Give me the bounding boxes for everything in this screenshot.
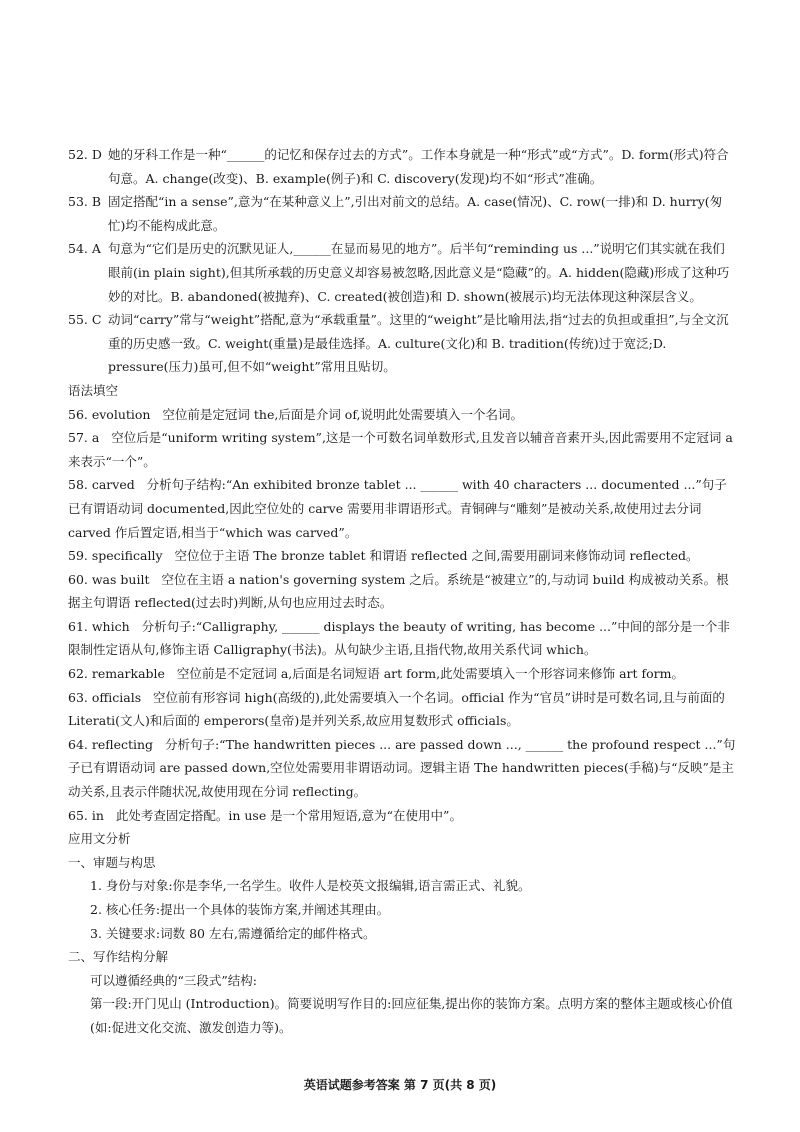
page-footer: 英语试题参考答案 第 7 页(共 8 页) <box>303 1078 497 1092</box>
answer-explanation: 空位前有形容词 high(高级的),此处需要填入一个名词。official 作为“官员”讲时是可数名词,且与前面的 Literati(文人)和后面的 emperors(皇帝)是并列关系,故应用复数形式 officials。 <box>68 689 725 729</box>
section-1-title: 一、审题与构思 <box>68 854 156 870</box>
answer-number: 53. B <box>68 194 102 210</box>
answer-number: 57. a <box>68 430 100 446</box>
section-1-point-1: 1. 身份与对象:你是李华,一名学生。收件人是校英文报编辑,语言需正式、礼貌。 <box>90 878 531 894</box>
section-2-title: 二、写作结构分解 <box>68 949 169 965</box>
answer-number: 52. D <box>68 147 102 162</box>
answer-explanation: 句意为“它们是历史的沉默见证人,______在显而易见的地方”。后半句“reminding us ...”说明它们其实就在我们眼前(in plain sight),但其所承载的历史意义却容易被忽略,因此意义是“隐藏”的。A. hidden(隐藏)形成了这种巧妙的对比。B. abandoned(被抛弃)、C. created(被创造)和 D. shown(被展示)均无法体现这种深层含义。 <box>108 241 730 304</box>
answer-number: 63. officials <box>68 689 142 705</box>
answer-explanation: 空位后是“uniform writing system”,这是一个可数名词单数形式,且发音以辅音音素开头,因此需要用不定冠词 a 来表示“一个”。 <box>68 430 733 469</box>
answer-content <box>68 143 736 1040</box>
section-1-point-2: 2. 核心任务:提出一个具体的装饰方案,并阐述其理由。 <box>90 902 390 917</box>
answer-item-60 <box>68 568 736 615</box>
answer-explanation: 固定搭配“in a sense”,意为“在某种意义上”,引出对前文的总结。A. case(情况)、C. row(一排)和 D. hurry(匆忙)均不能构成此意。 <box>108 194 723 233</box>
answer-explanation: 她的牙科工作是一种“______的记忆和保存过去的方式”。工作本身就是一种“形式”或“方式”。D. form(形式)符合句意。A. change(改变)、B. example(例子)和 C. discovery(发现)均不如“形式”准确。 <box>108 147 729 186</box>
answer-number: 56. evolution <box>68 406 151 422</box>
answer-number: 64. reflecting <box>68 736 154 752</box>
section-2-intro: 可以遵循经典的“三段式”结构: <box>90 972 257 988</box>
answer-item-62 <box>68 662 736 686</box>
answer-number: 59. specifically <box>68 548 163 564</box>
answer-explanation: 动词“carry”常与“weight”搭配,意为“承载重量”。这里的“weight”是比喻用法,指“过去的负担或重担”,与全文沉重的历史感一致。C. weight(重量)是最佳选择。A. culture(文化)和 B. tradition(传统)过于宽泛;D. pressure(压力)虽可,但不如“weight”常用且贴切。 <box>108 312 729 375</box>
answer-explanation: 此处考查固定搭配。in use 是一个常用短语,意为“在使用中”。 <box>115 807 462 823</box>
answer-explanation: 空位前是定冠词 the,后面是介词 of,说明此处需要填入一个名词。 <box>162 406 523 422</box>
grammar-heading: 语法填空 <box>68 382 119 398</box>
answer-item-56 <box>68 403 736 427</box>
answer-number: 58. carved <box>68 477 135 493</box>
answer-number: 61. which <box>68 618 130 634</box>
answer-number: 62. remarkable <box>68 666 165 682</box>
answer-item-64 <box>68 733 736 804</box>
answer-explanation: 空位前是不定冠词 a,后面是名词短语 art form,此处需要填入一个形容词来修饰 art form。 <box>176 666 684 682</box>
answer-item-55 <box>68 308 736 379</box>
answer-explanation: 分析句子:“Calligraphy, ______ displays the beauty of writing, has become ...”中间的部分是一个非限制性定语从句,修饰主语 Calligraphy(书法)。从句缺少主语,且指代物,故用关系代词 which。 <box>68 618 730 658</box>
answer-item-52 <box>68 143 736 190</box>
section-1-point-3: 3. 关键要求:词数 80 左右,需遵循给定的邮件格式。 <box>90 925 376 941</box>
answer-explanation: 空位位于主语 The bronze tablet 和谓语 reflected 之间,需要用副词来修饰动词 reflected。 <box>174 548 699 564</box>
answer-number: 60. was built <box>68 571 150 587</box>
answer-item-61 <box>68 615 736 662</box>
answer-item-58 <box>68 473 736 544</box>
writing-heading: 应用文分析 <box>68 831 131 847</box>
answer-item-57 <box>68 426 736 473</box>
answer-item-53 <box>68 190 736 237</box>
answer-number: 55. C <box>68 312 102 328</box>
answer-item-59 <box>68 544 736 568</box>
answer-item-54 <box>68 237 736 308</box>
answer-explanation: 分析句子结构:“An exhibited bronze tablet ... ______ with 40 characters ... documented ...”句子已有谓语动词 documented,因此空位处的 carve 需要用非谓语形式。青铜碑与“雕刻”是被动关系,故使用过去分词 carved 作后置定语,相当于“which was carved”。 <box>68 477 727 540</box>
answer-explanation: 空位在主语 a nation's governing system 之后。系统是“被建立”的,与动词 build 构成被动关系。根据主句谓语 reflected(过去时)判断,从句也应用过去时态。 <box>68 571 729 611</box>
answer-number: 54. A <box>68 241 101 257</box>
answer-explanation: 分析句子:“The handwritten pieces ... are passed down ..., ______ the profound respect ...”句子已有谓语动词 are passed down,空位处需要用非谓语动词。逻辑主语 The handwritten pieces(手稿)与“反映”是主动关系,且表示伴随状况,故使用现在分词 reflecting。 <box>68 736 736 800</box>
section-2-para-1: 第一段:开门见山 (Introduction)。简要说明写作目的:回应征集,提出你的装饰方案。点明方案的整体主题或核心价值(如:促进文化交流、激发创造力等)。 <box>90 996 733 1035</box>
answer-item-65 <box>68 804 736 828</box>
answer-number: 65. in <box>68 807 104 823</box>
answer-item-63 <box>68 686 736 733</box>
